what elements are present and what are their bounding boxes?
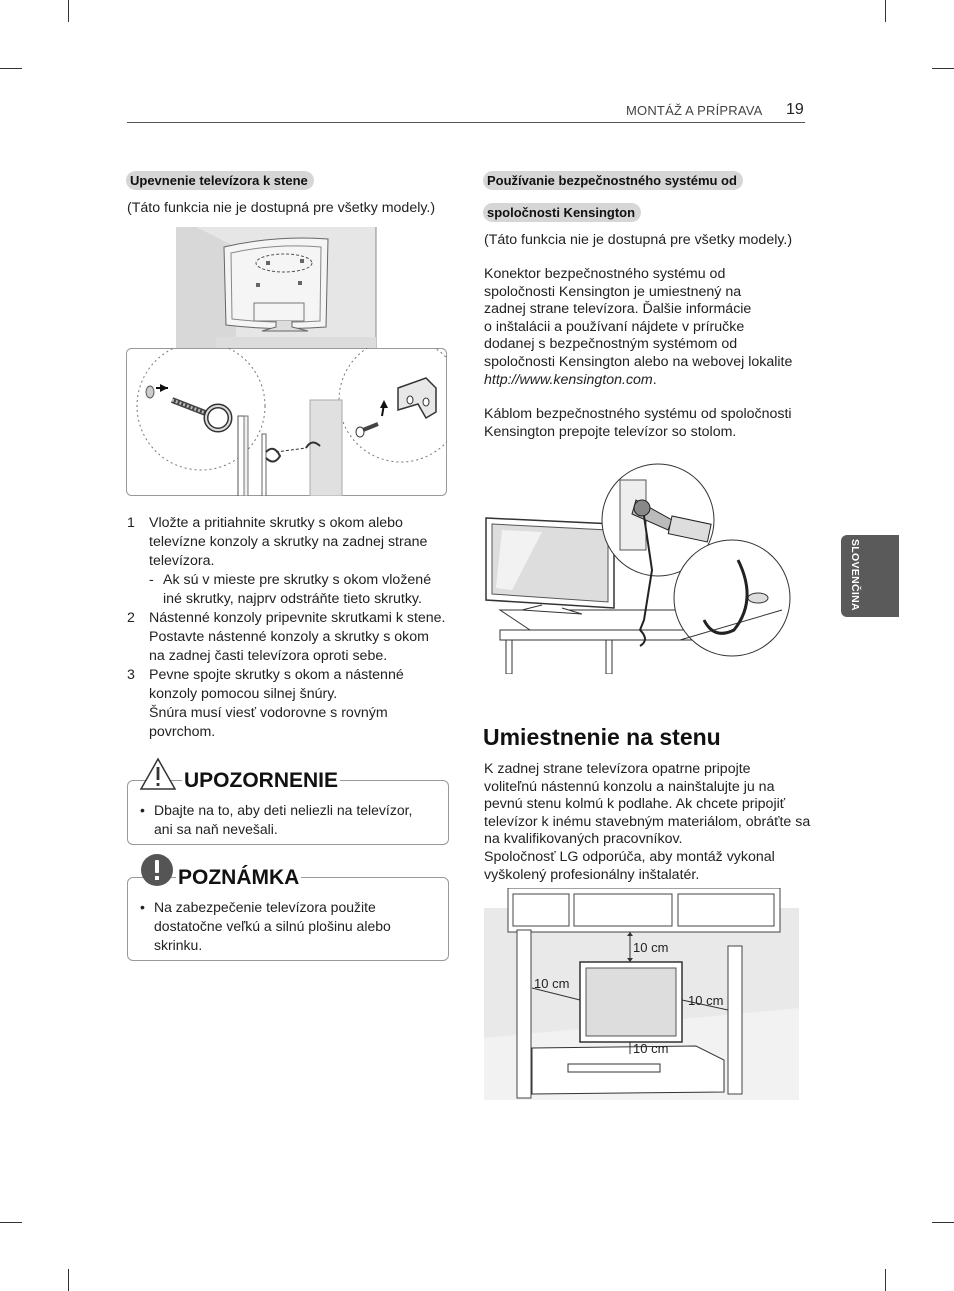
step-item: 2 Nástenné konzoly pripevnite skrutkami k stene. Postavte nástenné konzoly a skrutky s okom na zadnej časti televízora oproti sebe.: [127, 610, 446, 664]
note-exclamation-icon: [140, 853, 174, 887]
wall-mount-note: (Táto funkcia nie je dostupná pre všetky modely.): [127, 200, 436, 216]
wall-mount-heading: Upevnenie televízora k stene: [126, 171, 314, 190]
wall-bracket-illustration: [126, 348, 447, 496]
wall-placement-heading: Umiestnenie na stenu: [483, 724, 721, 750]
crop-mark: [932, 1222, 954, 1223]
clearance-left-label: 10 cm: [534, 976, 570, 991]
kensington-link[interactable]: http://www.kensington.com: [484, 371, 653, 388]
clearance-bottom-label: 10 cm: [633, 1041, 669, 1056]
kensington-paragraph-1: Konektor bezpečnostného systému od spoločnosti Kensington je umiestnený na zadnej strane televízora. Ďalšie informácie o inštalácii a používaní nájdete v príručke dodanej s bezpečnostným systémom od spoločnosti Kensington alebo na webovej lokalite http://www.kensington.com.: [484, 266, 793, 388]
kensington-paragraph-2: Káblom bezpečnostného systému od spoločnosti Kensington prepojte televízor so stolom.: [484, 406, 792, 440]
kensington-note: (Táto funkcia nie je dostupná pre všetky modely.): [484, 232, 793, 248]
caution-item: • Dbajte na to, aby deti neliezli na televízor, ani sa naň nevešali.: [140, 802, 413, 837]
kensington-heading-line2: spoločnosti Kensington: [483, 203, 641, 222]
crop-mark: [932, 68, 954, 69]
caution-title: UPOZORNENIE: [184, 769, 339, 792]
crop-mark: [0, 68, 22, 69]
language-tab: SLOVENČINA: [841, 535, 899, 617]
wall-clearance-illustration: [484, 888, 799, 1100]
page-number: 19: [786, 101, 804, 118]
kensington-heading-line1: Používanie bezpečnostného systému od: [483, 171, 743, 190]
crop-mark: [885, 0, 886, 22]
wall-placement-paragraph: K zadnej strane televízora opatrne pripojte voliteľnú nástennú konzolu a nainštalujte ju na pevnú stenu kolmú k podlahe. Ak chcete pripojiť televízor k inému stavebným materiálom, obráťte sa na kvalifikovaných pracovníkov. Spoločnosť LG odporúča, aby montáž vykonal vyškolený profesionálny inštalatér.: [484, 761, 811, 883]
header-rule: [127, 122, 805, 123]
crop-mark: [885, 1269, 886, 1291]
steps-list: [127, 514, 457, 742]
tv-back-illustration: [176, 227, 394, 349]
crop-mark: [68, 1269, 69, 1291]
note-title: POZNÁMKA: [178, 866, 300, 889]
step-item: 1 Vložte a pritiahnite skrutky s okom alebo televízne konzoly a skrutky na zadnej strane televízora.: [127, 515, 428, 569]
section-title: MONTÁŽ A PRÍPRAVA: [626, 103, 763, 118]
note-item: • Na zabezpečenie televízora použite dostatočne veľkú a silnú plošinu alebo skrinku.: [140, 899, 391, 953]
step-item: 3 Pevne spojte skrutky s okom a nástenné konzoly pomocou silnej šnúry. Šnúra musí viesť vodorovne s rovným povrchom.: [127, 667, 404, 740]
crop-mark: [68, 0, 69, 22]
kensington-lock-illustration: [482, 460, 804, 674]
warning-triangle-icon: [139, 757, 177, 791]
clearance-top-label: 10 cm: [633, 940, 669, 955]
crop-mark: [0, 1222, 22, 1223]
clearance-right-label: 10 cm: [688, 993, 724, 1008]
step-subitem: - Ak sú v mieste pre skrutky s okom vložené iné skrutky, najprv odstráňte tieto skrutky.: [149, 572, 432, 607]
